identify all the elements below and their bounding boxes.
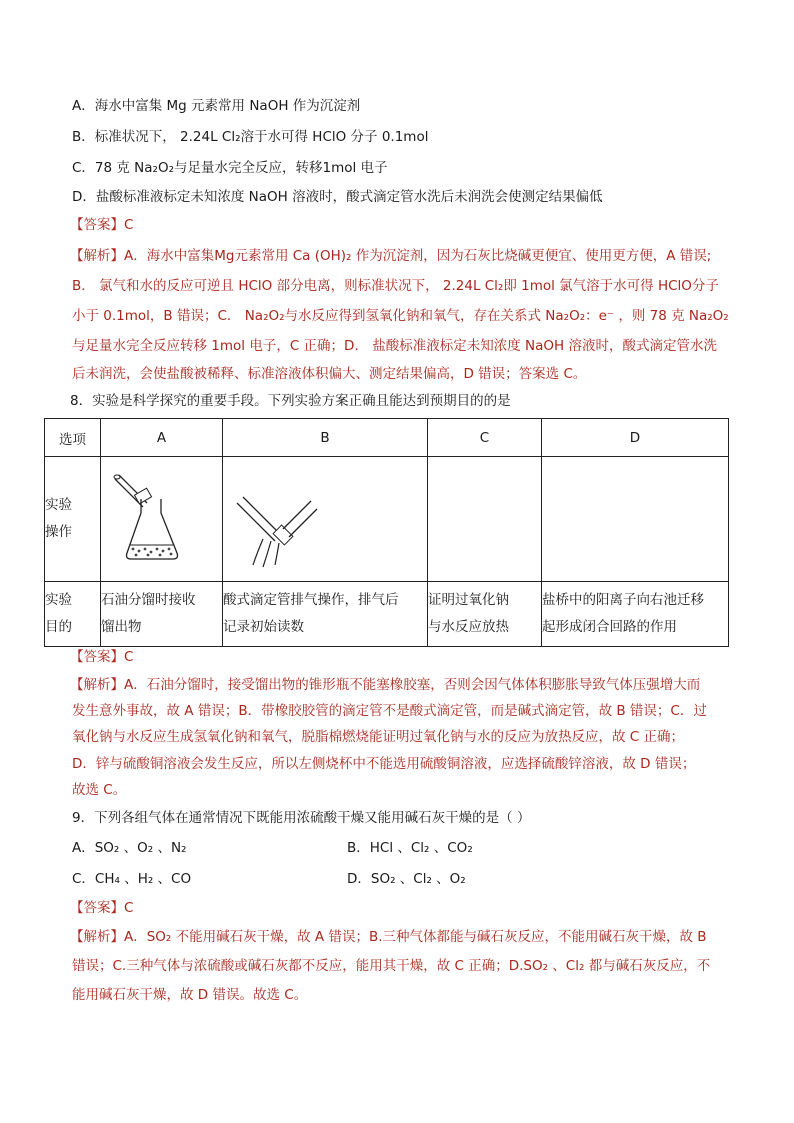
operation-image-d — [542, 457, 729, 582]
q8-analysis-line: 【解析】A．石油分馏时，接受馏出物的锥形瓶不能塞橡胶塞，否则会因气体体积膨胀导致气体压强增大而 — [70, 677, 701, 693]
q8-analysis-line: 发生意外事故，故 A 错误；B．带橡胶胶管的滴定管不是酸式滴定管，而是碱式滴定管，故 B 错误；C．过 — [72, 703, 707, 719]
purpose-row — [45, 582, 729, 647]
q7-option-a: A．海水中富集 Mg 元素常用 NaOH 作为沉淀剂 — [72, 98, 361, 114]
q9-answer: 【答案】C — [70, 900, 134, 916]
q7-answer: 【答案】C — [70, 217, 134, 233]
purpose-d: 盐桥中的阳离子向右池迁移 起形成闭合回路的作用 — [542, 582, 729, 647]
purpose-label: 实验 目的 — [45, 582, 101, 647]
q7-option-c: C．78 克 Na₂O₂与足量水完全反应，转移1mol 电子 — [72, 160, 388, 176]
header-b: B — [223, 419, 428, 457]
burette-icon — [223, 457, 423, 577]
q9-analysis-line: 错误；C.三种气体与浓硫酸或碱石灰都不反应，能用其干燥，故 C 正确；D.SO₂ 、Cl₂ 都与碱石灰反应，不 — [72, 958, 711, 974]
q7-analysis-line: B． 氯气和水的反应可逆且 HClO 部分电离，则标准状况下， 2.24L Cl₂即 1mol 氯气溶于水可得 HClO分子 — [72, 278, 719, 294]
q7-option-b: B．标准状况下， 2.24L Cl₂溶于水可得 HClO 分子 0.1mol — [72, 129, 429, 145]
purpose-c: 证明过氧化钠 与水反应放热 — [428, 582, 542, 647]
q9-option-b: B．HCl 、Cl₂ 、CO₂ — [347, 840, 473, 856]
purpose-a: 石油分馏时接收 馏出物 — [101, 582, 223, 647]
q9-option-a: A．SO₂ 、O₂ 、N₂ — [72, 840, 187, 856]
q8-analysis-line: 氧化钠与水反应生成氢氧化钠和氧气，脱脂棉燃烧能证明过氧化钠与水的反应为放热反应，故 C 正确； — [72, 729, 685, 745]
header-d: D — [542, 419, 729, 457]
q7-analysis-line: 与足量水完全反应转移 1mol 电子，C 正确；D． 盐酸标准液标定未知浓度 NaOH 溶液时，酸式滴定管水洗 — [72, 338, 717, 354]
q7-analysis-line: 【解析】A．海水中富集Mg元素常用 Ca (OH)₂ 作为沉淀剂，因为石灰比烧碱更便宜、使用更方便，A 错误; — [70, 248, 712, 264]
q9-option-d: D．SO₂ 、Cl₂ 、O₂ — [347, 871, 466, 887]
q7-analysis-line: 后未润洗，会使盐酸被稀释、标准溶液体积偏大、测定结果偏高，D 错误；答案选 C。 — [72, 366, 587, 382]
operation-row — [45, 457, 729, 582]
q7-option-d: D．盐酸标准液标定未知浓度 NaOH 溶液时，酸式滴定管水洗后未润洗会使测定结果偏低 — [72, 189, 603, 205]
q8-analysis-line: D．锌与硫酸铜溶液会发生反应，所以左侧烧杯中不能选用硫酸铜溶液，应选择硫酸锌溶液，故 D 错误； — [72, 756, 696, 772]
table-header-row — [45, 419, 729, 457]
purpose-b: 酸式滴定管排气操作，排气后 记录初始读数 — [223, 582, 428, 647]
operation-image-a — [101, 457, 223, 582]
header-a: A — [101, 419, 223, 457]
q9-analysis-line: 能用碱石灰干燥，故 D 错误。故选 C。 — [72, 987, 308, 1003]
conical-flask-icon — [101, 457, 221, 577]
q9-analysis-line: 【解析】A．SO₂ 不能用碱石灰干燥，故 A 错误；B.三种气体都能与碱石灰反应，不能用碱石灰干燥，故 B — [70, 929, 707, 945]
q9-option-c: C．CH₄ 、H₂ 、CO — [72, 871, 192, 887]
operation-label: 实验 操作 — [45, 457, 101, 582]
experiment-table — [44, 418, 729, 647]
header-c: C — [428, 419, 542, 457]
q8-analysis-line: 故选 C。 — [72, 782, 127, 798]
q9-stem: 9．下列各组气体在通常情况下既能用浓硫酸干燥又能用碱石灰干燥的是（ ） — [72, 810, 531, 826]
q7-analysis-line: 小于 0.1mol，B 错误；C． Na₂O₂与水反应得到氢氧化钠和氧气，存在关系式 Na₂O₂：e⁻ ，则 78 克 Na₂O₂ — [72, 308, 729, 324]
header-option: 选项 — [45, 419, 101, 457]
operation-image-b — [223, 457, 428, 582]
q8-stem: 8．实验是科学探究的重要手段。下列实验方案正确且能达到预期目的的是 — [70, 393, 511, 409]
operation-image-c — [428, 457, 542, 582]
q8-answer: 【答案】C — [70, 649, 134, 665]
